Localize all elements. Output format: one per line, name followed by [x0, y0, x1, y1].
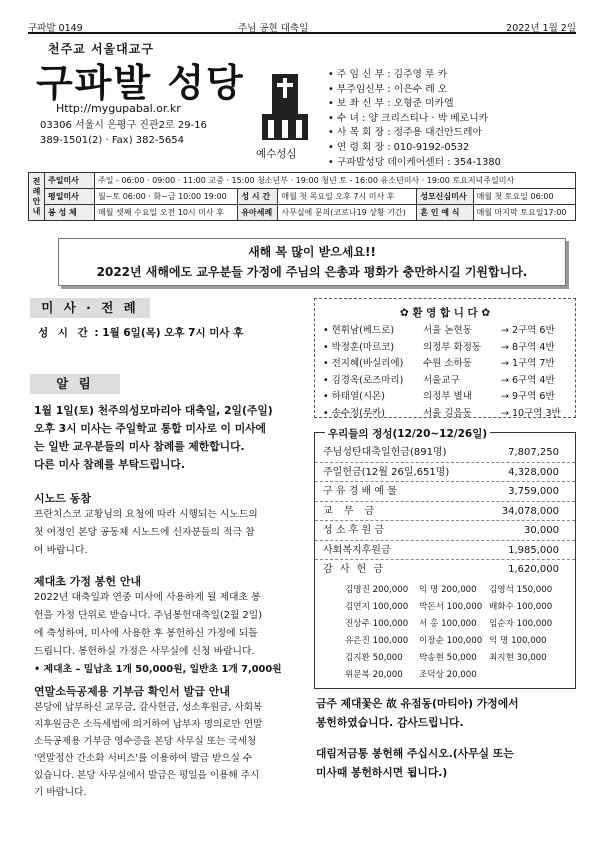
table-row: [315, 463, 575, 483]
notice-line: 오후 3시 미사는 주일학교 통합 미사로 이 미사에: [34, 422, 266, 435]
ledger-amount: 7,807,250: [508, 447, 559, 458]
staff-list: [328, 68, 501, 170]
table-row: [315, 482, 575, 502]
newcomer-name: • 전지혜(바실리에): [323, 358, 404, 369]
donor-entry: 서 홍 100,000: [419, 618, 477, 629]
newcomer-origin: 서울 논현동: [423, 325, 472, 336]
ledger-label: 주일헌금(12월 26일,651명): [323, 466, 450, 478]
liturgy-schedule-table: [28, 172, 576, 221]
schedule-text: 주일 - 06:00 · 09:00 · 11:00 교중 · 15:00 청소년부 · 19:00 청년 토 - 16:00 유소년미사 · 19:00 토요저녁주일미사: [95, 173, 576, 189]
altar-flower-note: [316, 694, 519, 732]
donor-entry: 김영석 150,000: [489, 584, 553, 595]
staff-item: • 사 목 회 장 : 정주용 대건안드레아: [328, 126, 501, 141]
donor-entry: 조덕상 20,000: [419, 669, 477, 680]
schedule-side-label: 전례안내: [29, 173, 45, 221]
donor-entry: 위문복 20,000: [345, 669, 403, 680]
schedule-label: 유아세례: [238, 205, 278, 221]
parish-url[interactable]: Http://mygupabal.or.kr: [56, 102, 181, 115]
address-line: 03306 서울시 은평구 진관2로 29-16: [40, 120, 207, 131]
newcomer-name: • 하태열(시몬): [323, 391, 385, 402]
church-logo-icon: [260, 72, 310, 142]
newcomer-zone: → 8구역 4반: [501, 341, 555, 353]
tax-line: '연말정산 간소화 서비스'를 이용하여 발급 받으실 수: [34, 753, 253, 764]
schedule-text: 사무실에 문의(코로나19 상황 기간): [278, 205, 417, 221]
donor-entry: 박송현 50,000: [419, 652, 477, 663]
schedule-label: 혼 인 예 식: [417, 205, 473, 221]
notice-line: 다른 미사 참례를 부탁드립니다.: [34, 458, 185, 471]
newcomer-name: • 송수정(루카): [323, 407, 385, 419]
newcomer-origin: 의정부 화정동: [423, 341, 482, 353]
list-item: [315, 616, 575, 633]
list-item: [315, 650, 575, 667]
list-item: [315, 633, 575, 650]
tax-receipt-paragraph: [34, 699, 262, 801]
phone-line: 389-1501(2) · Fax) 382-5654: [40, 135, 184, 146]
schedule-label: 성모신심미사: [417, 189, 473, 205]
table-row: [315, 541, 575, 561]
candle-line: 2022년 대축일과 연중 미사에 사용하게 될 제대초 봉: [34, 592, 261, 603]
ledger-label: 주님성탄대축일헌금(891명): [323, 447, 447, 458]
list-item: [315, 323, 575, 340]
ledger-amount: 1,985,000: [508, 544, 559, 556]
newcomer-zone: → 10구역 3반: [501, 407, 561, 419]
note-line: 대림저금통 봉헌해 주십시오.(사무실 또는: [316, 747, 514, 760]
schedule-label: 주일미사: [45, 173, 95, 189]
parish-address: [40, 118, 207, 148]
donor-entry: 배화수 100,000: [489, 601, 553, 612]
staff-item: • 주 임 신 부 : 김주영 루 카: [328, 68, 501, 83]
schedule-label: 평일미사: [45, 189, 95, 205]
donor-entry: 박돈서 100,000: [419, 601, 483, 612]
new-year-banner: [58, 238, 566, 286]
ledger-amount: 30,000: [524, 525, 559, 536]
logo-caption: 예수성심: [256, 148, 297, 160]
synod-line: 여 바랍니다.: [34, 545, 88, 556]
table-row: [315, 443, 575, 463]
diocese-name: 천주교 서울대교구: [48, 42, 154, 56]
offerings-ledger: [314, 428, 576, 689]
candle-line: 헌을 가정 단위로 받습니다. 주님봉헌대축일(2월 2일): [34, 610, 263, 621]
list-item: [315, 406, 575, 423]
candle-line: • 제대초 – 밀납초 1개 50,000원, 일반초 1개 7,000원: [34, 664, 282, 675]
donor-entry: 유은진 100,000: [345, 635, 409, 646]
newcomer-zone: → 1구역 7반: [501, 358, 555, 369]
welcome-box: [314, 298, 576, 418]
synod-paragraph: [34, 506, 258, 560]
list-item: [315, 340, 575, 357]
note-line: 봉헌하였습니다. 감사드립니다.: [316, 716, 464, 729]
newcomer-origin: 의정부 별내: [423, 391, 472, 402]
schedule-label: 봉 성 체: [45, 205, 95, 221]
newcomer-zone: → 2구역 6반: [501, 325, 555, 336]
tax-line: 본당에 납부하신 교무금, 감사헌금, 성소후원금, 사회복: [34, 702, 263, 713]
tax-line: 기 바랍니다.: [34, 787, 87, 798]
issue-bar: [28, 20, 576, 34]
donor-entry: 김명진 200,000: [345, 584, 409, 595]
newcomer-name: • 박정훈(마르코): [323, 341, 395, 353]
parish-name: 구파발 성당: [36, 61, 245, 105]
note-line: 금주 제대꽃은 故 유점동(마티아) 가정에서: [316, 697, 519, 710]
holy-hour-label: 성 시 간: [38, 327, 91, 339]
staff-item: • 구파발성당 데이케어센터 : 354-1380: [328, 156, 501, 171]
welcome-title: ✿ 환 영 합 니 다 ✿: [399, 307, 491, 319]
schedule-text: 월~토 06:00 · 화~금 10:00 19:00: [95, 189, 238, 205]
ledger-amount: 3,759,000: [508, 486, 559, 497]
donor-entry: 이장순 100,000: [419, 635, 483, 646]
staff-item: • 보 좌 신 부 : 오형준 미카엘: [328, 97, 501, 112]
candle-offering-title: 제대초 가정 봉헌 안내: [34, 575, 142, 588]
list-item: [315, 389, 575, 406]
donor-entry: 익 명 200,000: [419, 584, 477, 595]
donor-entry: 익 명 100,000: [489, 635, 547, 646]
schedule-text: 매월 셋째 수요일 오전 10시 미사 후: [95, 205, 238, 221]
donor-entry: 김지환 50,000: [345, 652, 403, 663]
list-item: [315, 356, 575, 373]
ledger-title: 우리들의 정성(12/20~12/26일): [325, 426, 490, 441]
table-row: [29, 173, 576, 189]
notice-section-heading: 알 림: [30, 374, 120, 394]
advent-bank-note: [316, 744, 514, 782]
schedule-label: 성 시 간: [238, 189, 278, 205]
donor-list: [315, 580, 575, 688]
synod-line: 프란치스코 교황님의 요청에 따라 시행되는 시노드의: [34, 509, 258, 520]
ledger-amount: 4,328,000: [508, 466, 559, 478]
ledger-label: 사회복지후원금: [323, 544, 391, 556]
newcomer-zone: → 6구역 4반: [501, 374, 555, 386]
donor-entry: 임순자 100,000: [489, 618, 553, 629]
issue-date: 2022년 1월 2일: [506, 23, 576, 34]
newcomer-name: • 현휘남(베드로): [323, 325, 395, 336]
table-row: [29, 205, 576, 221]
ledger-amount: 1,620,000: [508, 564, 559, 575]
list-item: [315, 373, 575, 390]
donor-entry: 진상주 100,000: [345, 618, 409, 629]
table-row: [315, 521, 575, 541]
list-item: [315, 599, 575, 616]
tax-line: 있습니다. 본당 사무실에서 발급은 평일을 이용해 주시: [34, 770, 260, 781]
candle-line: 드립니다. 봉헌하실 가정은 사무실에 신청 바랍니다.: [34, 646, 255, 657]
notice-line: 1월 1일(토) 천주의성모마리아 대축일, 2일(주일): [34, 404, 273, 417]
holy-hour-text: : 1월 6일(목) 오후 7시 미사 후: [94, 327, 244, 339]
holy-hour-line: [38, 324, 243, 342]
note-line: 미사때 봉헌하시면 됩니다.): [316, 766, 448, 779]
synod-line: 첫 여정인 본당 공동체 시노드에 신자분들의 적극 참: [34, 527, 255, 538]
donor-entry: 김연지 100,000: [345, 601, 409, 612]
newcomer-name: • 김경옥(로즈마리): [323, 374, 404, 386]
tax-line: 지후원금은 소득세법에 의거하여 납부자 명의로만 연말: [34, 719, 263, 730]
newcomer-origin: 서울 길음동: [423, 407, 472, 419]
staff-item: • 수 녀 : 양 크리스티나 · 박 베로니카: [328, 112, 501, 127]
schedule-text: 매월 첫 목요일 오후 7시 미사 후: [278, 189, 417, 205]
staff-item: • 부주임신부 : 이은수 레 오: [328, 83, 501, 98]
donor-entry: 최지현 30,000: [489, 652, 547, 663]
ledger-amount: 34,078,000: [501, 505, 559, 517]
table-row: [315, 560, 575, 580]
tax-receipt-title: 연말소득공제용 기부금 확인서 발급 안내: [34, 685, 230, 698]
tax-line: 소득공제용 기부금 영수증을 본당 사무실 또는 국세청: [34, 736, 257, 747]
newcomer-origin: 수원 소하동: [423, 358, 472, 369]
newcomer-zone: → 9구역 6반: [501, 391, 555, 402]
list-item: [315, 667, 575, 684]
schedule-text: 매월 첫 토요일 06:00: [473, 189, 575, 205]
synod-title: 시노드 동참: [34, 492, 91, 505]
issue-number: 구파발 0149: [28, 23, 83, 34]
table-row: [29, 189, 576, 205]
masthead: [28, 38, 576, 168]
candle-line: 에 축성하여, 미사에 사용한 후 봉헌하신 가정에 되돌: [34, 628, 258, 639]
ledger-label: 구 유 경 배 예 물: [323, 486, 397, 497]
feast-title: 주님 공현 대축일: [238, 23, 309, 34]
staff-item: • 연 령 회 장 : 010-9192-0532: [328, 141, 501, 156]
candle-offering-paragraph: [34, 589, 282, 679]
ledger-label: 감 사 헌 금: [323, 564, 386, 575]
table-row: [315, 502, 575, 522]
notice-paragraph: [34, 402, 304, 474]
notice-line: 는 일반 교우분들의 미사 참례를 제한합니다.: [34, 440, 245, 453]
banner-line: 새해 복 많이 받으세요!!: [248, 245, 376, 259]
schedule-text: 매월 마지막 토요일17:00: [473, 205, 575, 221]
newcomer-origin: 서울교구: [423, 374, 460, 386]
ledger-label: 교 무 금: [323, 505, 379, 517]
ledger-label: 성 소 후 원 금: [323, 525, 385, 536]
list-item: [315, 582, 575, 599]
mass-section-heading: 미 사 · 전 례: [30, 298, 150, 318]
banner-line: 2022년 새해에도 교우분들 가정에 주님의 은총과 평화가 충만하시길 기원합니다.: [96, 265, 528, 279]
